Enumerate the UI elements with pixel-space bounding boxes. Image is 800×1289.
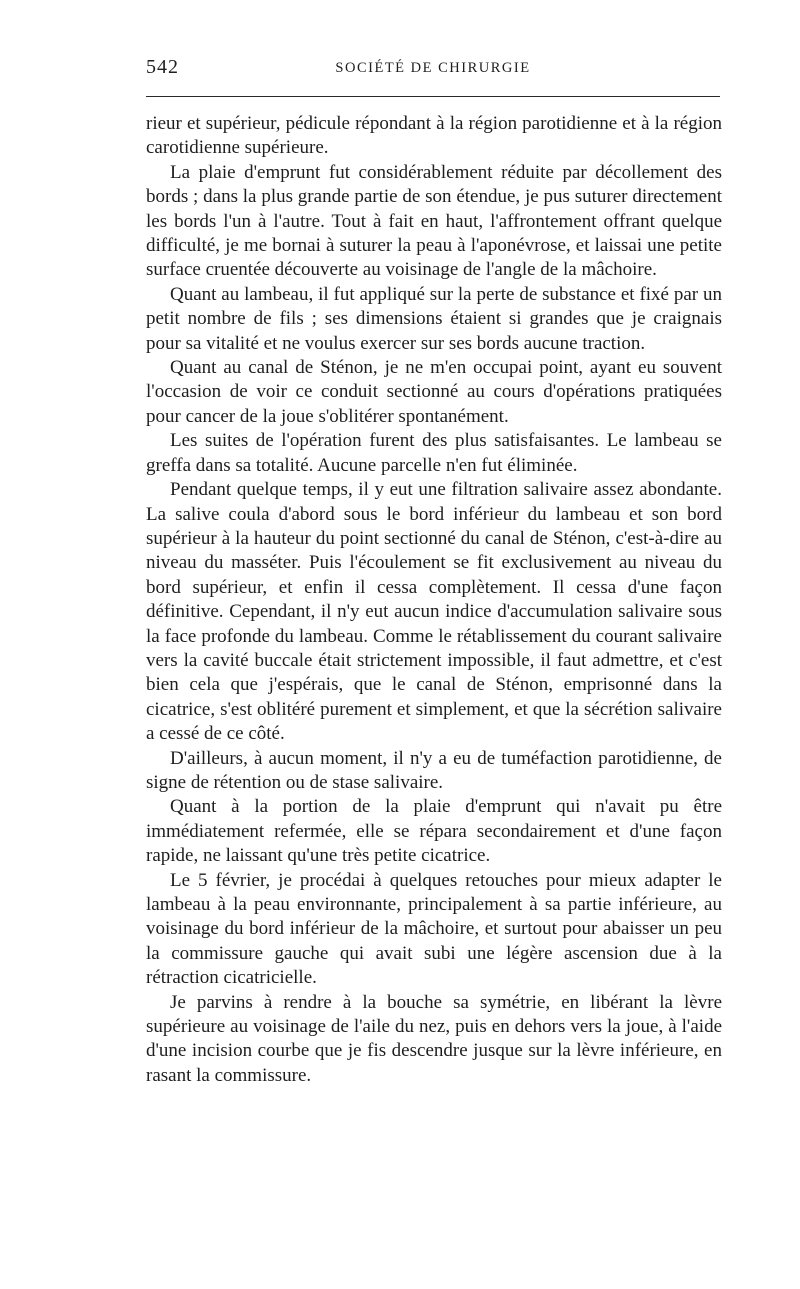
paragraph: Pendant quelque temps, il y eut une filtration salivaire assez abondante. La salive coula d'abord sous le bord inférieur du lambeau et son bord supérieur à la hauteur du point sectionné du canal de Sténon, c'est-à-dire au niveau du masséter. Puis l'écoulement se fit exclusivement au niveau du bord supérieur, et enfin il cessa complètement. Il cessa d'une façon définitive. Cependant, il n'y eut aucun indice d'accumulation salivaire sous la face profonde du lambeau. Comme le rétablissement du courant salivaire vers la cavité buccale était strictement impossible, il faut admettre, et c'est bien cela que j'espérais, que le canal de Sténon, emprisonné dans la cicatrice, s'est oblitéré purement et simplement, et que la sécrétion salivaire a cessé de ce côté. (146, 479, 722, 745)
paragraph: Les suites de l'opération furent des plus satisfaisantes. Le lambeau se greffa dans sa totalité. Aucune parcelle n'en fut éliminée. (146, 430, 722, 476)
header-rule (146, 96, 720, 97)
paragraph: Quant au lambeau, il fut appliqué sur la perte de substance et fixé par un petit nombre de fils ; ses dimensions étaient si grandes que je craignais pour sa vitalité et ne voulus exercer sur ses bords aucune traction. (146, 283, 722, 354)
running-title: SOCIÉTÉ DE CHIRURGIE (335, 60, 531, 76)
body-text (146, 112, 722, 1088)
page-number: 542 (146, 56, 179, 78)
paragraph: Le 5 février, je procédai à quelques retouches pour mieux adapter le lambeau à la peau environnante, principalement à sa partie inférieure, au voisinage du bord inférieur de la mâchoire, et surtout pour abaisser un peu la commissure gauche qui avait subi une légère ascension due à la rétraction cicatricielle. (146, 869, 722, 989)
paragraph: Quant au canal de Sténon, je ne m'en occupai point, ayant eu souvent l'occasion de voir ce conduit sectionné au cours d'opérations pratiquées pour cancer de la joue s'oblitérer spontanément. (146, 357, 722, 427)
paragraph: Je parvins à rendre à la bouche sa symétrie, en libérant la lèvre supérieure au voisinage de l'aile du nez, puis en dehors vers la joue, à l'aide d'une incision courbe que je fis descendre jusque sur la lèvre inférieure, en rasant la commissure. (146, 991, 722, 1086)
paragraph: rieur et supérieur, pédicule répondant à la région parotidienne et à la région carotidienne supérieure. (146, 113, 722, 159)
paragraph: D'ailleurs, à aucun moment, il n'y a eu de tuméfaction parotidienne, de signe de rétention ou de stase salivaire. (146, 747, 722, 793)
paragraph: La plaie d'emprunt fut considérablement réduite par décollement des bords ; dans la plus grande partie de son étendue, je pus suturer directement les bords l'un à l'autre. Tout à fait en haut, l'affrontement offrant quelque difficulté, je me bornai à suturer la peau à l'aponévrose, et laissai une petite surface cruentée découverte au voisinage de l'angle de la mâchoire. (146, 161, 722, 281)
page-header (146, 56, 720, 86)
paragraph: Quant à la portion de la plaie d'emprunt qui n'avait pu être immédiatement refermée, elle se répara secondairement et d'une façon rapide, ne laissant qu'une très petite cicatrice. (146, 796, 722, 867)
